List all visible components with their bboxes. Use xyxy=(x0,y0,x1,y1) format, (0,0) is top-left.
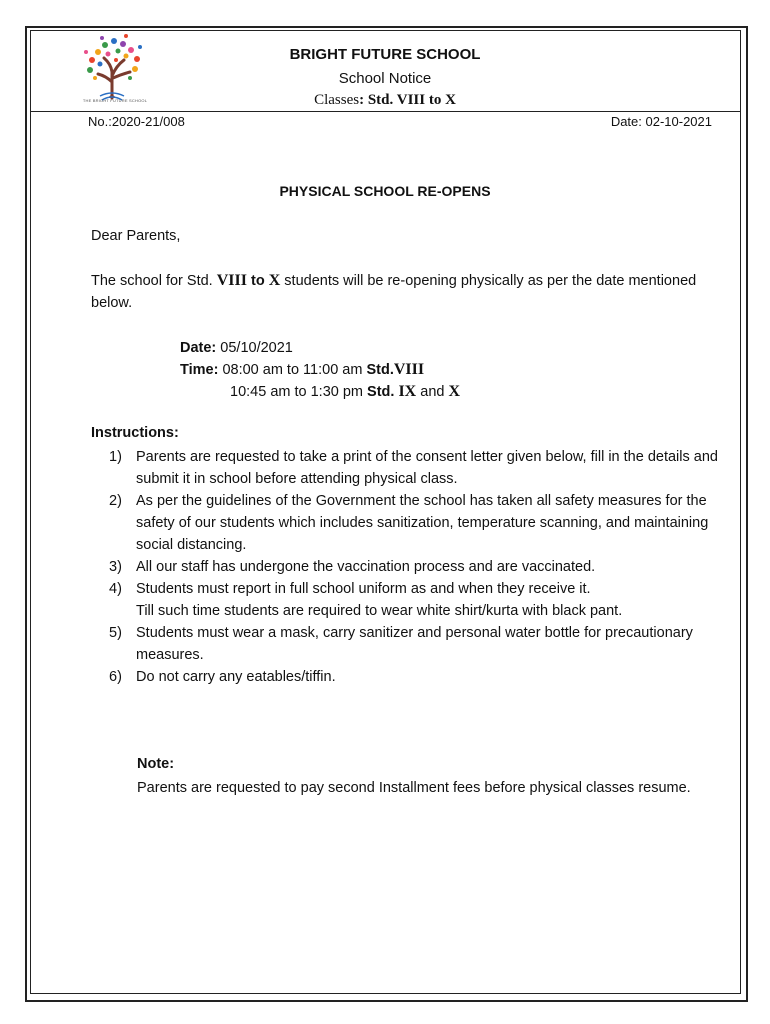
item-text: Parents are requested to take a print of the consent letter given below, fill in the details and submit it in school before attending physical class. xyxy=(136,449,718,487)
slot1-std-prefix: Std. xyxy=(366,362,394,378)
salutation: Dear Parents, xyxy=(91,228,181,244)
slot2-std-prefix: Std. xyxy=(367,384,399,400)
item-number: 1) xyxy=(109,449,122,465)
reference-number: No.:2020-21/008 xyxy=(88,114,185,129)
item-text: As per the guidelines of the Government the school has taken all safety measures for the safety of our students which includes sanitization, temperature scanning, and maintaining social distancing. xyxy=(136,493,709,553)
list-item xyxy=(91,446,731,490)
schedule-time-label: Time: xyxy=(180,362,219,378)
slot2-and: and xyxy=(416,384,449,400)
item-text-continued: Till such time students are required to wear white shirt/kurta with black pant. xyxy=(136,603,623,619)
schedule-block xyxy=(180,338,460,403)
logo-caption: THE BRIGHT FUTURE SCHOOL xyxy=(82,98,148,103)
intro-text-2: students will be re-opening physically as per the date mentioned below. xyxy=(91,273,697,311)
item-text: Students must report in full school uniform as and when they receive it. xyxy=(136,581,591,597)
classes-label: Classes xyxy=(314,92,360,108)
header-divider xyxy=(30,111,741,112)
item-number: 2) xyxy=(109,493,122,509)
slot2-std-a: IX xyxy=(398,383,417,400)
list-item xyxy=(91,490,731,556)
classes-line xyxy=(0,92,770,109)
item-text: Do not carry any eatables/tiffin. xyxy=(136,669,336,685)
notice-title: School Notice xyxy=(338,70,432,87)
intro-paragraph xyxy=(91,270,711,314)
list-item xyxy=(91,622,731,666)
notice-date: Date: 02-10-2021 xyxy=(610,114,712,129)
slot1-std: VIII xyxy=(393,361,425,378)
school-name: BRIGHT FUTURE SCHOOL xyxy=(289,46,481,63)
notice-subject: PHYSICAL SCHOOL RE-OPENS xyxy=(279,183,491,199)
note-title: Note: xyxy=(137,756,175,772)
item-text: All our staff has undergone the vaccination process and are vaccinated. xyxy=(136,559,596,575)
slot2-std-b: X xyxy=(448,383,461,400)
item-number: 6) xyxy=(109,669,122,685)
list-item xyxy=(91,556,731,578)
intro-std-end: X xyxy=(268,272,281,289)
schedule-date-value: 05/10/2021 xyxy=(216,340,293,356)
item-number: 3) xyxy=(109,559,122,575)
intro-std-start: VIII xyxy=(216,272,247,289)
list-item xyxy=(91,578,731,622)
schedule-date-row xyxy=(180,338,460,359)
item-number: 5) xyxy=(109,625,122,641)
slot1-time: 08:00 am to 11:00 am xyxy=(218,362,367,378)
slot2-time: 10:45 am to 1:30 pm xyxy=(230,384,368,400)
instructions-title: Instructions: xyxy=(91,425,179,441)
schedule-date-label: Date: xyxy=(180,340,217,356)
intro-to-word: to xyxy=(246,273,269,289)
list-item xyxy=(91,666,731,688)
schedule-time-row-1 xyxy=(180,359,460,381)
note-text: Parents are requested to pay second Installment fees before physical classes resume. xyxy=(137,780,691,796)
item-text: Students must wear a mask, carry sanitizer and personal water bottle for precautionary measures. xyxy=(136,625,693,663)
intro-text-1: The school for Std. xyxy=(91,273,217,289)
instructions-list xyxy=(91,446,731,688)
schedule-time-row-2 xyxy=(180,381,460,403)
item-number: 4) xyxy=(109,581,122,597)
classes-value: : Std. VIII to X xyxy=(359,92,456,108)
